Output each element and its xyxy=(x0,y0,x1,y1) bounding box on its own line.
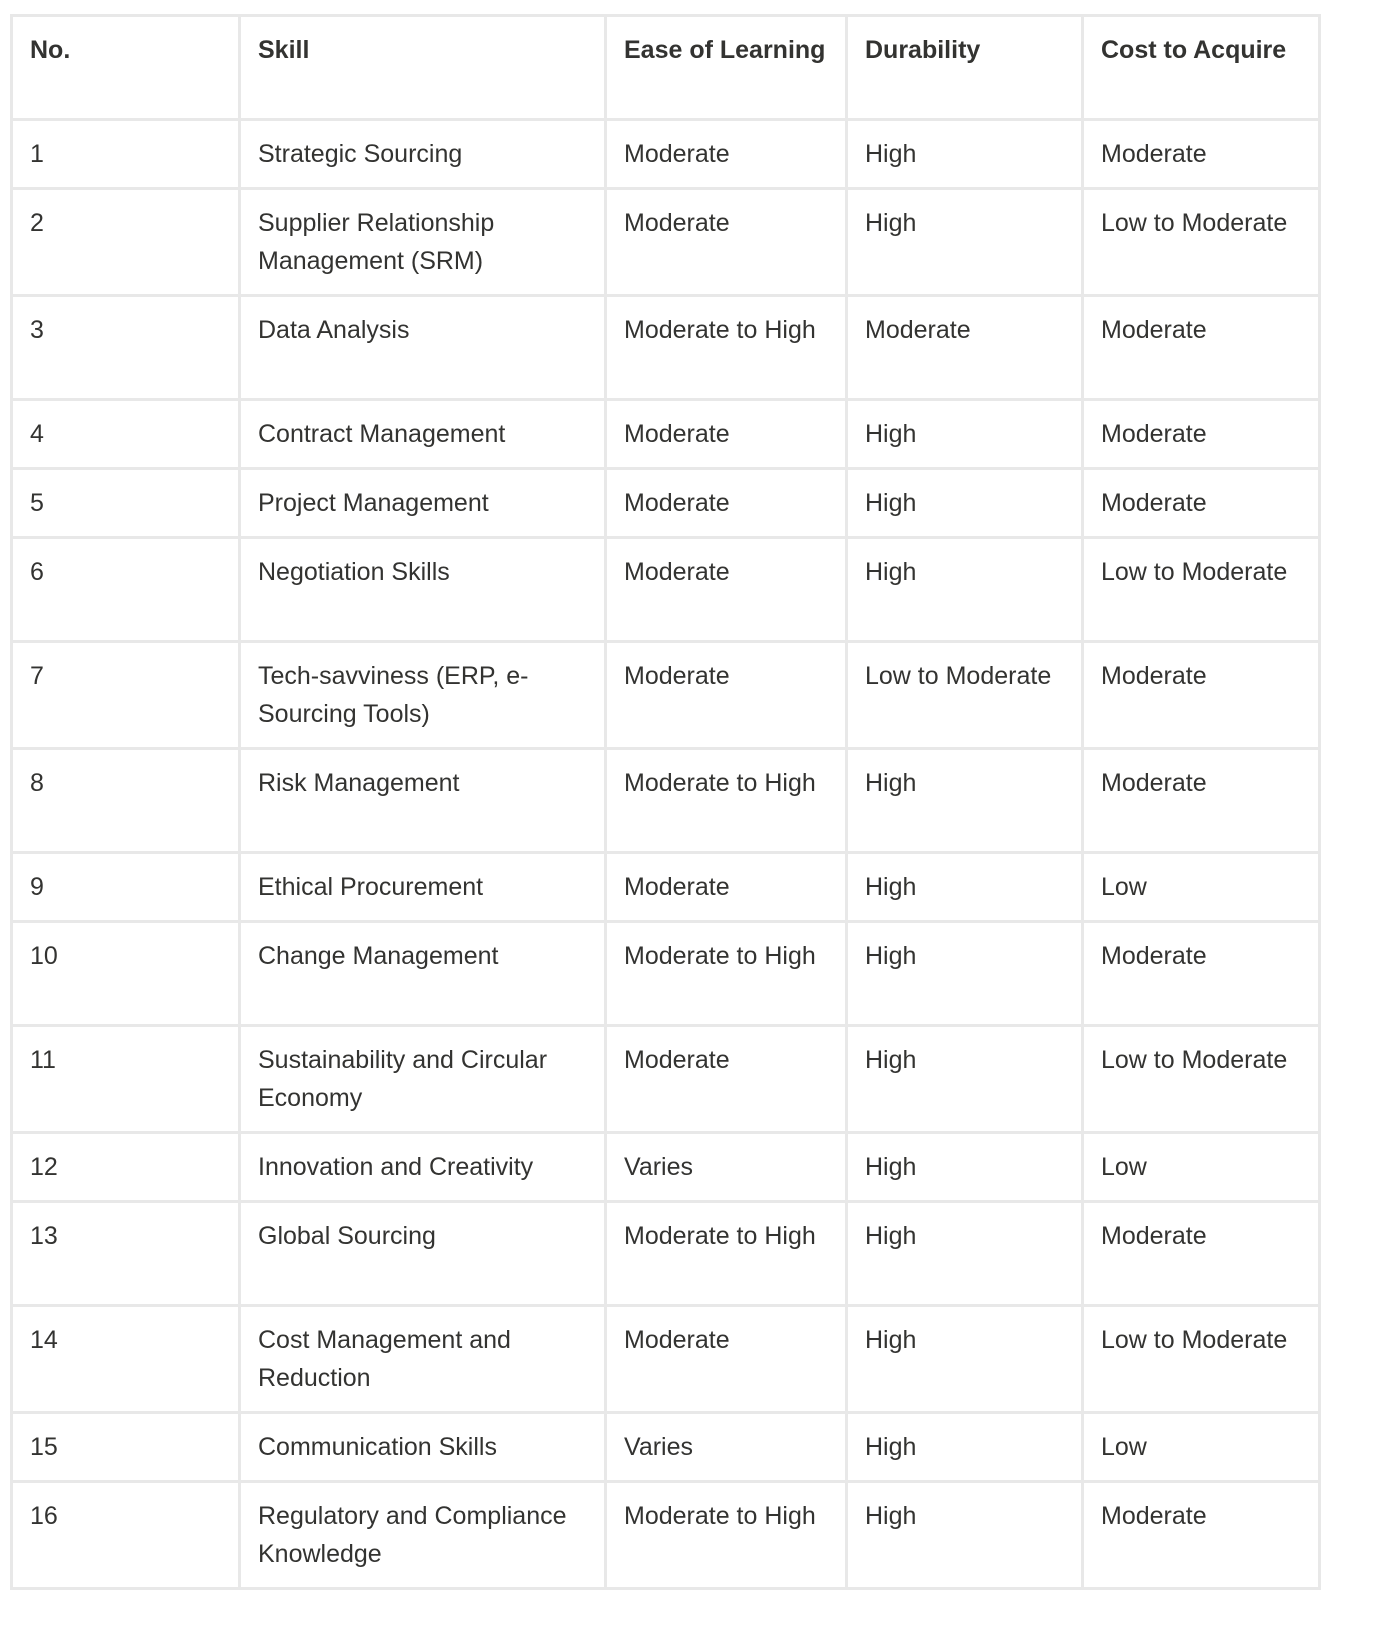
cell-durability: High xyxy=(847,749,1083,853)
table-row xyxy=(12,1482,1320,1589)
cell-cost: Moderate xyxy=(1083,469,1320,538)
cell-cost: Low xyxy=(1083,1133,1320,1202)
cell-ease: Moderate xyxy=(606,1026,847,1133)
cell-durability: High xyxy=(847,120,1083,189)
cell-no: 13 xyxy=(12,1202,240,1306)
header-no: No. xyxy=(12,16,240,120)
cell-skill: Risk Management xyxy=(240,749,606,853)
cell-ease: Moderate xyxy=(606,538,847,642)
cell-no: 8 xyxy=(12,749,240,853)
table-row xyxy=(12,1202,1320,1306)
cell-cost: Low to Moderate xyxy=(1083,538,1320,642)
cell-cost: Low to Moderate xyxy=(1083,1026,1320,1133)
cell-ease: Moderate to High xyxy=(606,296,847,400)
cell-ease: Moderate xyxy=(606,400,847,469)
cell-durability: High xyxy=(847,853,1083,922)
table-row xyxy=(12,922,1320,1026)
cell-ease: Varies xyxy=(606,1413,847,1482)
cell-skill: Regulatory and Compliance Knowledge xyxy=(240,1482,606,1589)
cell-skill: Global Sourcing xyxy=(240,1202,606,1306)
cell-durability: High xyxy=(847,1482,1083,1589)
cell-cost: Moderate xyxy=(1083,120,1320,189)
cell-cost: Moderate xyxy=(1083,922,1320,1026)
cell-ease: Varies xyxy=(606,1133,847,1202)
cell-durability: High xyxy=(847,400,1083,469)
table-row xyxy=(12,642,1320,749)
cell-ease: Moderate to High xyxy=(606,1202,847,1306)
cell-cost: Low to Moderate xyxy=(1083,189,1320,296)
cell-cost: Low to Moderate xyxy=(1083,1306,1320,1413)
cell-no: 12 xyxy=(12,1133,240,1202)
cell-cost: Moderate xyxy=(1083,642,1320,749)
table-row xyxy=(12,1026,1320,1133)
cell-no: 5 xyxy=(12,469,240,538)
cell-cost: Low xyxy=(1083,853,1320,922)
cell-no: 6 xyxy=(12,538,240,642)
table-row xyxy=(12,1306,1320,1413)
table-row xyxy=(12,296,1320,400)
cell-cost: Low xyxy=(1083,1413,1320,1482)
table-row xyxy=(12,1133,1320,1202)
cell-skill: Strategic Sourcing xyxy=(240,120,606,189)
cell-ease: Moderate xyxy=(606,469,847,538)
table-row xyxy=(12,120,1320,189)
cell-ease: Moderate xyxy=(606,189,847,296)
cell-no: 11 xyxy=(12,1026,240,1133)
cell-durability: High xyxy=(847,1133,1083,1202)
cell-no: 7 xyxy=(12,642,240,749)
table-row xyxy=(12,469,1320,538)
cell-skill: Supplier Relationship Management (SRM) xyxy=(240,189,606,296)
cell-durability: High xyxy=(847,538,1083,642)
cell-durability: Low to Moderate xyxy=(847,642,1083,749)
cell-ease: Moderate xyxy=(606,1306,847,1413)
cell-durability: High xyxy=(847,1413,1083,1482)
header-durability: Durability xyxy=(847,16,1083,120)
table-row xyxy=(12,853,1320,922)
cell-durability: High xyxy=(847,189,1083,296)
cell-no: 1 xyxy=(12,120,240,189)
cell-skill: Change Management xyxy=(240,922,606,1026)
cell-durability: Moderate xyxy=(847,296,1083,400)
cell-skill: Negotiation Skills xyxy=(240,538,606,642)
cell-no: 9 xyxy=(12,853,240,922)
cell-no: 3 xyxy=(12,296,240,400)
cell-cost: Moderate xyxy=(1083,749,1320,853)
cell-skill: Cost Management and Reduction xyxy=(240,1306,606,1413)
cell-no: 15 xyxy=(12,1413,240,1482)
cell-cost: Moderate xyxy=(1083,1202,1320,1306)
table-header-row xyxy=(12,16,1320,120)
cell-skill: Ethical Procurement xyxy=(240,853,606,922)
cell-durability: High xyxy=(847,922,1083,1026)
skills-table xyxy=(10,14,1321,1590)
cell-skill: Sustainability and Circular Economy xyxy=(240,1026,606,1133)
cell-no: 10 xyxy=(12,922,240,1026)
header-skill: Skill xyxy=(240,16,606,120)
cell-no: 2 xyxy=(12,189,240,296)
cell-no: 14 xyxy=(12,1306,240,1413)
table-row xyxy=(12,538,1320,642)
cell-skill: Project Management xyxy=(240,469,606,538)
cell-no: 4 xyxy=(12,400,240,469)
cell-no: 16 xyxy=(12,1482,240,1589)
cell-durability: High xyxy=(847,1202,1083,1306)
header-cost-to-acquire: Cost to Acquire xyxy=(1083,16,1320,120)
cell-ease: Moderate xyxy=(606,642,847,749)
table-row xyxy=(12,1413,1320,1482)
header-ease-of-learning: Ease of Learning xyxy=(606,16,847,120)
cell-ease: Moderate to High xyxy=(606,749,847,853)
table-row xyxy=(12,189,1320,296)
cell-skill: Data Analysis xyxy=(240,296,606,400)
table-row xyxy=(12,400,1320,469)
cell-ease: Moderate xyxy=(606,120,847,189)
cell-skill: Communication Skills xyxy=(240,1413,606,1482)
cell-durability: High xyxy=(847,1306,1083,1413)
cell-cost: Moderate xyxy=(1083,296,1320,400)
cell-cost: Moderate xyxy=(1083,400,1320,469)
skills-table-container xyxy=(10,14,1321,1590)
cell-durability: High xyxy=(847,469,1083,538)
cell-skill: Contract Management xyxy=(240,400,606,469)
cell-cost: Moderate xyxy=(1083,1482,1320,1589)
cell-ease: Moderate xyxy=(606,853,847,922)
cell-ease: Moderate to High xyxy=(606,1482,847,1589)
cell-skill: Tech-savviness (ERP, e-Sourcing Tools) xyxy=(240,642,606,749)
cell-ease: Moderate to High xyxy=(606,922,847,1026)
table-row xyxy=(12,749,1320,853)
cell-skill: Innovation and Creativity xyxy=(240,1133,606,1202)
cell-durability: High xyxy=(847,1026,1083,1133)
